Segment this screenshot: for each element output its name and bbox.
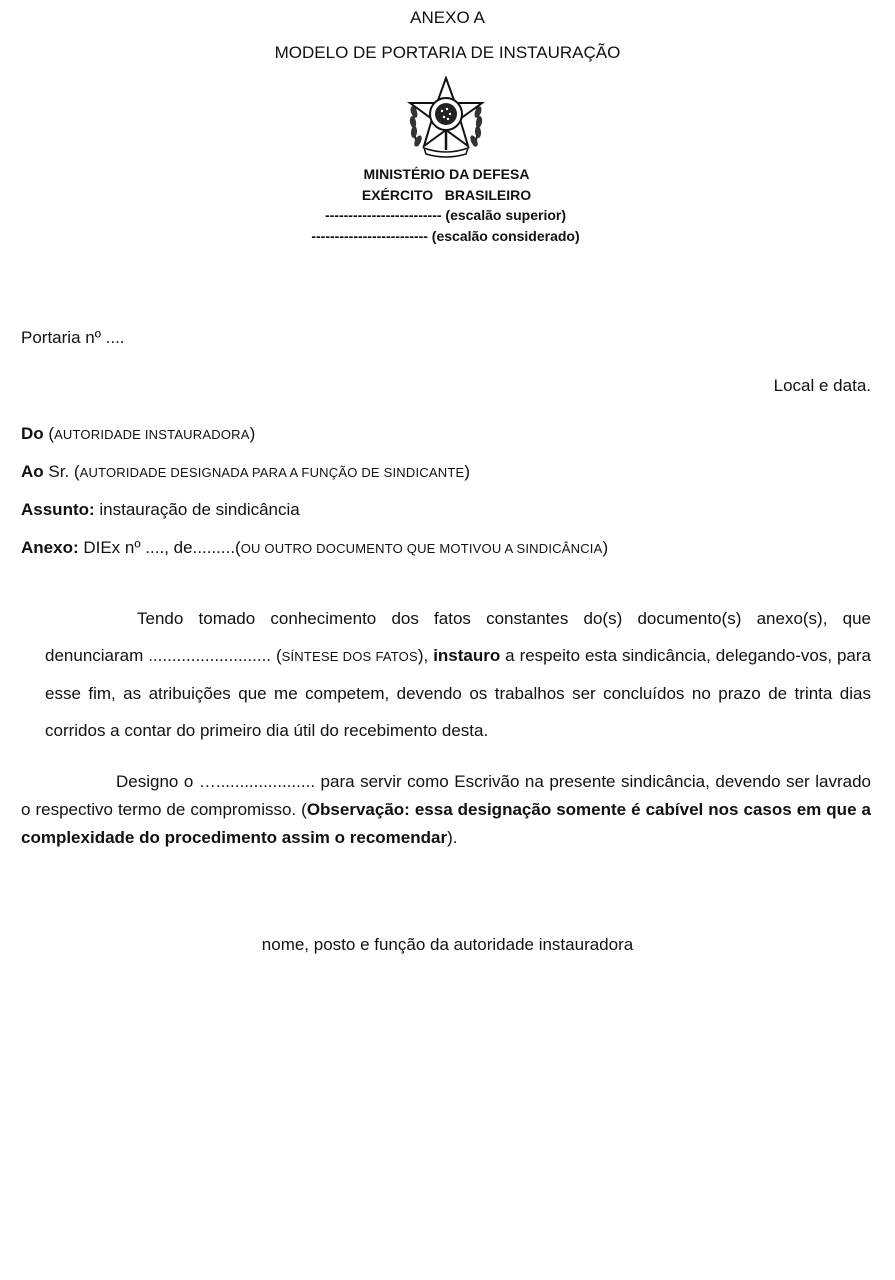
p1-bold: instauro <box>433 646 501 665</box>
model-title: MODELO DE PORTARIA DE INSTAURAÇÃO <box>274 43 621 62</box>
to-prefix: Sr. ( <box>43 462 80 481</box>
from-value: AUTORIDADE INSTAURADORA <box>54 427 250 442</box>
p1-smallcaps: SÍNTESE DOS FATOS <box>281 649 418 664</box>
coat-of-arms-icon <box>406 76 486 158</box>
ministry-line: MINISTÉRIO DA DEFESA <box>363 166 530 182</box>
attachment-label: Anexo: <box>21 538 79 557</box>
body-paragraph-1 <box>45 600 871 749</box>
from-label: Do <box>21 424 44 443</box>
body-paragraph-2 <box>21 768 871 852</box>
subject-value: instauração de sindicância <box>94 500 300 519</box>
considered-echelon-line: ------------------------- (escalão considerado) <box>311 228 580 244</box>
superior-echelon-line: ------------------------- (escalão superior) <box>324 207 567 223</box>
attachment-field: Anexo: DIEx nº ...., de.........(OU OUTRO DOCUMENTO QUE MOTIVOU A SINDICÂNCIA) <box>21 538 609 557</box>
to-field: Ao Sr. (AUTORIDADE DESIGNADA PARA A FUNÇÃO DE SINDICANTE) <box>21 462 471 481</box>
p1-text-a: Tendo tomado conhecimento dos fatos constantes do(s) documento(s) anexo(s), que denunciaram .......................... ( <box>45 609 871 665</box>
place-date: Local e data. <box>773 376 871 395</box>
to-label: Ao <box>21 462 44 481</box>
p2-text-b: ). <box>447 828 458 847</box>
subject-label: Assunto: <box>21 500 95 519</box>
army-line: EXÉRCITO BRASILEIRO <box>361 187 532 203</box>
subject-field <box>21 500 300 520</box>
from-field: Do (AUTORIDADE INSTAURADORA) <box>21 424 256 443</box>
p2-bold: Observação: essa designação somente é cabível nos casos em que a complexidade do procedimento assim o recomendar <box>21 800 871 847</box>
attachment-prefix: DIEx nº ...., de.........( <box>78 538 241 557</box>
p2-text-a: Designo o …..................... para servir como Escrivão na presente sindicância, devendo ser lavrado o respectivo termo de compromisso. ( <box>21 772 871 819</box>
p1-text-b: ), <box>417 646 434 665</box>
to-value: AUTORIDADE DESIGNADA PARA A FUNÇÃO DE SINDICANTE <box>79 465 465 480</box>
p1-text-c: a respeito esta sindicância, delegando-vos, para esse fim, as atribuições que me competem, devendo os trabalhos ser concluídos no prazo de trinta dias corridos a contar do primeiro dia útil do recebimento desta. <box>45 646 871 740</box>
attachment-value: OU OUTRO DOCUMENTO QUE MOTIVOU A SINDICÂNCIA <box>240 541 603 556</box>
portaria-number: Portaria nº .... <box>21 328 125 347</box>
signature-line: nome, posto e função da autoridade instauradora <box>261 935 634 954</box>
annex-title: ANEXO A <box>410 8 485 27</box>
